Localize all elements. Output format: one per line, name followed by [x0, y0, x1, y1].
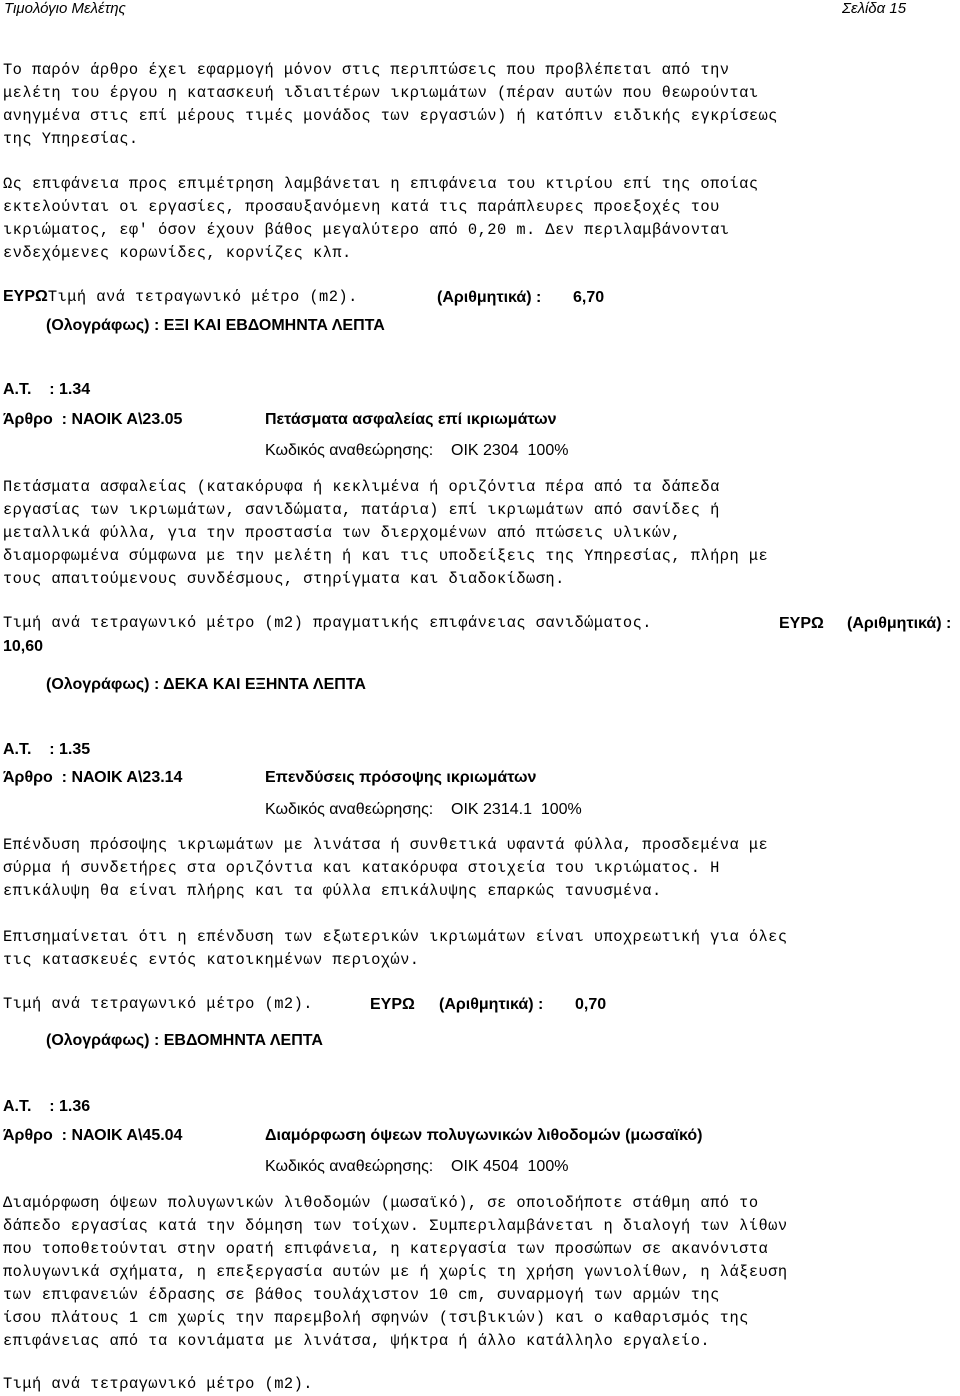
page-number: Σελίδα 15: [842, 0, 907, 17]
article-description: Επένδυση πρόσοψης ικριωμάτων με λινάτσα ή συνθετικά υφαντά φύλλα, προσδεμένα με σύρμα ή συνδετήρες στα οριζόντια και κατακόρυφα στοιχεία του ικριώματος. Η επικάλυψη θα είναι πλήρης και τα φύλλα επικάλυψης επαρκώς τανυσμένα.: [3, 836, 769, 900]
article-description: Πετάσματα ασφαλείας (κατακόρυφα ή κεκλιμένα ή οριζόντια πέρα από τα δάπεδα εργασίας των ικριωμάτων, σανιδώματα, πατάρια) επί ικριωμάτων από σανίδες ή μεταλλικά φύλλα, για την προστασία των διερχομένων από πτώσεις υλικών, διαμορφωμένα σύμφωνα με την μελέτη ή και τις υποδείξεις της Υπηρεσίας, πλήρη με τους απαιτούμενους συνδέσμους, στηρίγματα και διαδοκίδωση.: [3, 478, 769, 588]
document-title: Τιμολόγιο Μελέτης: [4, 0, 126, 17]
revision-code: Κωδικός αναθεώρησης: ΟΙΚ 4504 100%: [265, 1158, 569, 1175]
currency-label: ΕΥΡΩ: [370, 996, 415, 1013]
unit-description: Τιμή ανά τετραγωνικό μέτρο (m2).: [47, 288, 358, 306]
revision-code: Κωδικός αναθεώρησης: ΟΙΚ 2314.1 100%: [265, 801, 582, 818]
article-note: Επισημαίνεται ότι η επένδυση των εξωτερικών ικριωμάτων είναι υποχρεωτική για όλες τις κατασκευές εντός κατοικημένων περιοχών.: [3, 928, 788, 969]
article-title: Διαμόρφωση όψεων πολυγωνικών λιθοδομών (μωσαϊκό): [265, 1127, 703, 1144]
article-code: Άρθρο : ΝΑΟΙΚ Α\45.04: [3, 1127, 183, 1144]
numeric-label: (Αριθμητικά) :: [847, 615, 952, 632]
numeric-label: (Αριθμητικά) :: [439, 996, 544, 1013]
currency-label: ΕΥΡΩ: [3, 288, 48, 305]
article-title: Πετάσματα ασφαλείας επί ικριωμάτων: [265, 411, 557, 428]
article-number: Α.Τ. : 1.35: [3, 741, 91, 758]
intro-paragraph-1: Το παρόν άρθρο έχει εφαρμογή μόνον στις περιπτώσεις που προβλέπεται από την μελέτη του έργου η κατασκευή ιδιαιτέρων ικριωμάτων (πέραν αυτών που θεωρούνται ανηγμένα στις επί μέρους τιμές μονάδος των εργασιών) ή κατόπιν ειδικής εγκρίσεως της Υπηρεσίας.: [3, 61, 778, 148]
numeric-price: 0,70: [575, 996, 607, 1013]
price-in-words: (Ολογράφως) : ΕΒΔΟΜΗΝΤΑ ΛΕΠΤΑ: [46, 1032, 323, 1049]
numeric-price: 10,60: [3, 638, 44, 655]
article-number: Α.Τ. : 1.36: [3, 1098, 91, 1115]
article-code: Άρθρο : ΝΑΟΙΚ Α\23.14: [3, 769, 183, 786]
numeric-price: 6,70: [573, 289, 605, 306]
numeric-label: (Αριθμητικά) :: [437, 289, 542, 306]
revision-code: Κωδικός αναθεώρησης: ΟΙΚ 2304 100%: [265, 442, 569, 459]
price-line: [3, 612, 652, 635]
unit-description: Τιμή ανά τετραγωνικό μέτρο (m2) πραγματικής επιφάνειας σανιδώματος.: [3, 614, 652, 632]
article-number: Α.Τ. : 1.34: [3, 381, 91, 398]
article-title: Επενδύσεις πρόσοψης ικριωμάτων: [265, 769, 537, 786]
price-line: [3, 993, 313, 1016]
price-in-words: (Ολογράφως) : ΔΕΚΑ ΚΑΙ ΕΞΗΝΤΑ ΛΕΠΤΑ: [46, 676, 366, 693]
currency-label: ΕΥΡΩ: [779, 615, 824, 632]
price-line: [3, 1373, 313, 1396]
price-in-words: (Ολογράφως) : ΕΞΙ ΚΑΙ ΕΒΔΟΜΗΝΤΑ ΛΕΠΤΑ: [46, 317, 385, 334]
article-code: Άρθρο : ΝΑΟΙΚ Α\23.05: [3, 411, 183, 428]
unit-description: Τιμή ανά τετραγωνικό μέτρο (m2).: [3, 1375, 313, 1393]
unit-description: Τιμή ανά τετραγωνικό μέτρο (m2).: [3, 995, 313, 1013]
price-line: [3, 286, 358, 309]
article-description: Διαμόρφωση όψεων πολυγωνικών λιθοδομών (μωσαϊκό), σε οποιοδήποτε στάθμη από το δάπεδο εργασίας κατά την δόμηση των τοίχων. Συμπεριλαμβάνεται η διαλογή των λίθων που τοποθετούνται στην ορατή επιφάνεια, η κατεργασία των προσώπων σε ακανόνιστα πολυγωνικά σχήματα, η επεξεργασία αυτών με ή χωρίς τη χρήση γωνιολίθων, η λάξευση των επιφανειών έδρασης σε βάθος τουλάχιστον 10 cm, συναρμογή των αρμών της ίσου πλάτους 1 cm χωρίς την παρεμβολή σφηνών (τσιβικιών) και ο καθαρισμός της επιφάνειας από τα κονιάματα με λινάτσα, ψήκτρα ή άλλο κατάλληλο εργαλείο.: [3, 1194, 788, 1350]
intro-paragraph-2: Ως επιφάνεια προς επιμέτρηση λαμβάνεται η επιφάνεια του κτιρίου επί της οποίας εκτελούνται οι εργασίες, προσαυξανόμενη κατά τις παράπλευρες προεξοχές του ικριώματος, εφ' όσον έχουν βάθος μεγαλύτερο από 0,20 m. Δεν περιλαμβάνονται ενδεχόμενες κορωνίδες, κορνίζες κλπ.: [3, 175, 759, 262]
